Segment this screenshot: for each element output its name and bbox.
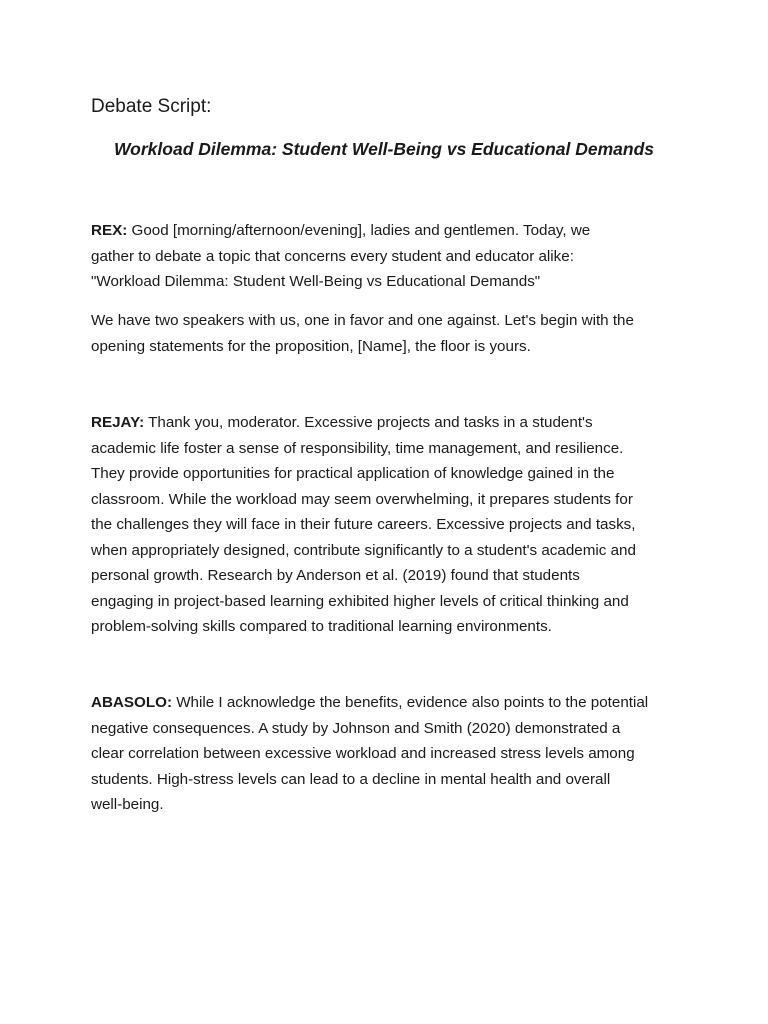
abasolo-paragraph (91, 690, 691, 818)
abasolo-line-3: clear correlation between excessive workload and increased stress levels among (91, 745, 635, 762)
rex-line-1: REX: Good [morning/afternoon/evening], ladies and gentlemen. Today, we (91, 222, 591, 239)
rex-followup-paragraph (91, 308, 691, 359)
abasolo-line-5: well-being. (91, 796, 164, 813)
rex-speech (91, 218, 691, 295)
rex-followup (91, 308, 691, 359)
abasolo-line-2: negative consequences. A study by Johnson and Smith (2020) demonstrated a (91, 719, 621, 737)
rex-followup-line-1: We have two speakers with us, one in favor and one against. Let's begin with the (91, 312, 634, 329)
rejay-speech (91, 410, 691, 640)
rex-line-3: "Workload Dilemma: Student Well-Being vs Educational Demands" (91, 273, 541, 290)
abasolo-line-1: ABASOLO: While I acknowledge the benefits, evidence also points to the potential (91, 694, 649, 711)
rejay-line-3: They provide opportunities for practical application of knowledge gained in the (91, 465, 615, 482)
rex-paragraph (91, 218, 691, 295)
speaker-label-rejay: REJAY: (91, 414, 145, 431)
rejay-line-2: academic life foster a sense of responsibility, time management, and resilience. (91, 439, 624, 457)
document-heading: Debate Script: (91, 96, 212, 117)
rejay-line-6: when appropriately designed, contribute significantly to a student's academic and (91, 541, 636, 559)
rejay-line-5: the challenges they will face in their future careers. Excessive projects and tasks, (91, 516, 636, 533)
rejay-line-4: classroom. While the workload may seem overwhelming, it prepares students for (91, 490, 633, 508)
speaker-label-rex: REX: (91, 222, 128, 239)
document-title: Workload Dilemma: Student Well-Being vs Educational Demands (113, 139, 654, 159)
rejay-line-9: problem-solving skills compared to traditional learning environments. (91, 618, 552, 635)
rejay-paragraph (91, 410, 691, 640)
speaker-label-abasolo: ABASOLO: (91, 694, 172, 711)
rex-line-2: gather to debate a topic that concerns every student and educator alike: (91, 247, 574, 265)
rex-followup-line-2: opening statements for the proposition, [Name], the floor is yours. (91, 337, 531, 355)
rejay-line-1: REJAY: Thank you, moderator. Excessive projects and tasks in a student's (91, 414, 593, 431)
abasolo-speech (91, 690, 691, 818)
rejay-line-8: engaging in project-based learning exhibited higher levels of critical thinking and (91, 592, 629, 610)
rejay-line-7: personal growth. Research by Anderson et al. (2019) found that students (91, 567, 580, 584)
abasolo-line-4: students. High-stress levels can lead to a decline in mental health and overall (91, 770, 611, 788)
